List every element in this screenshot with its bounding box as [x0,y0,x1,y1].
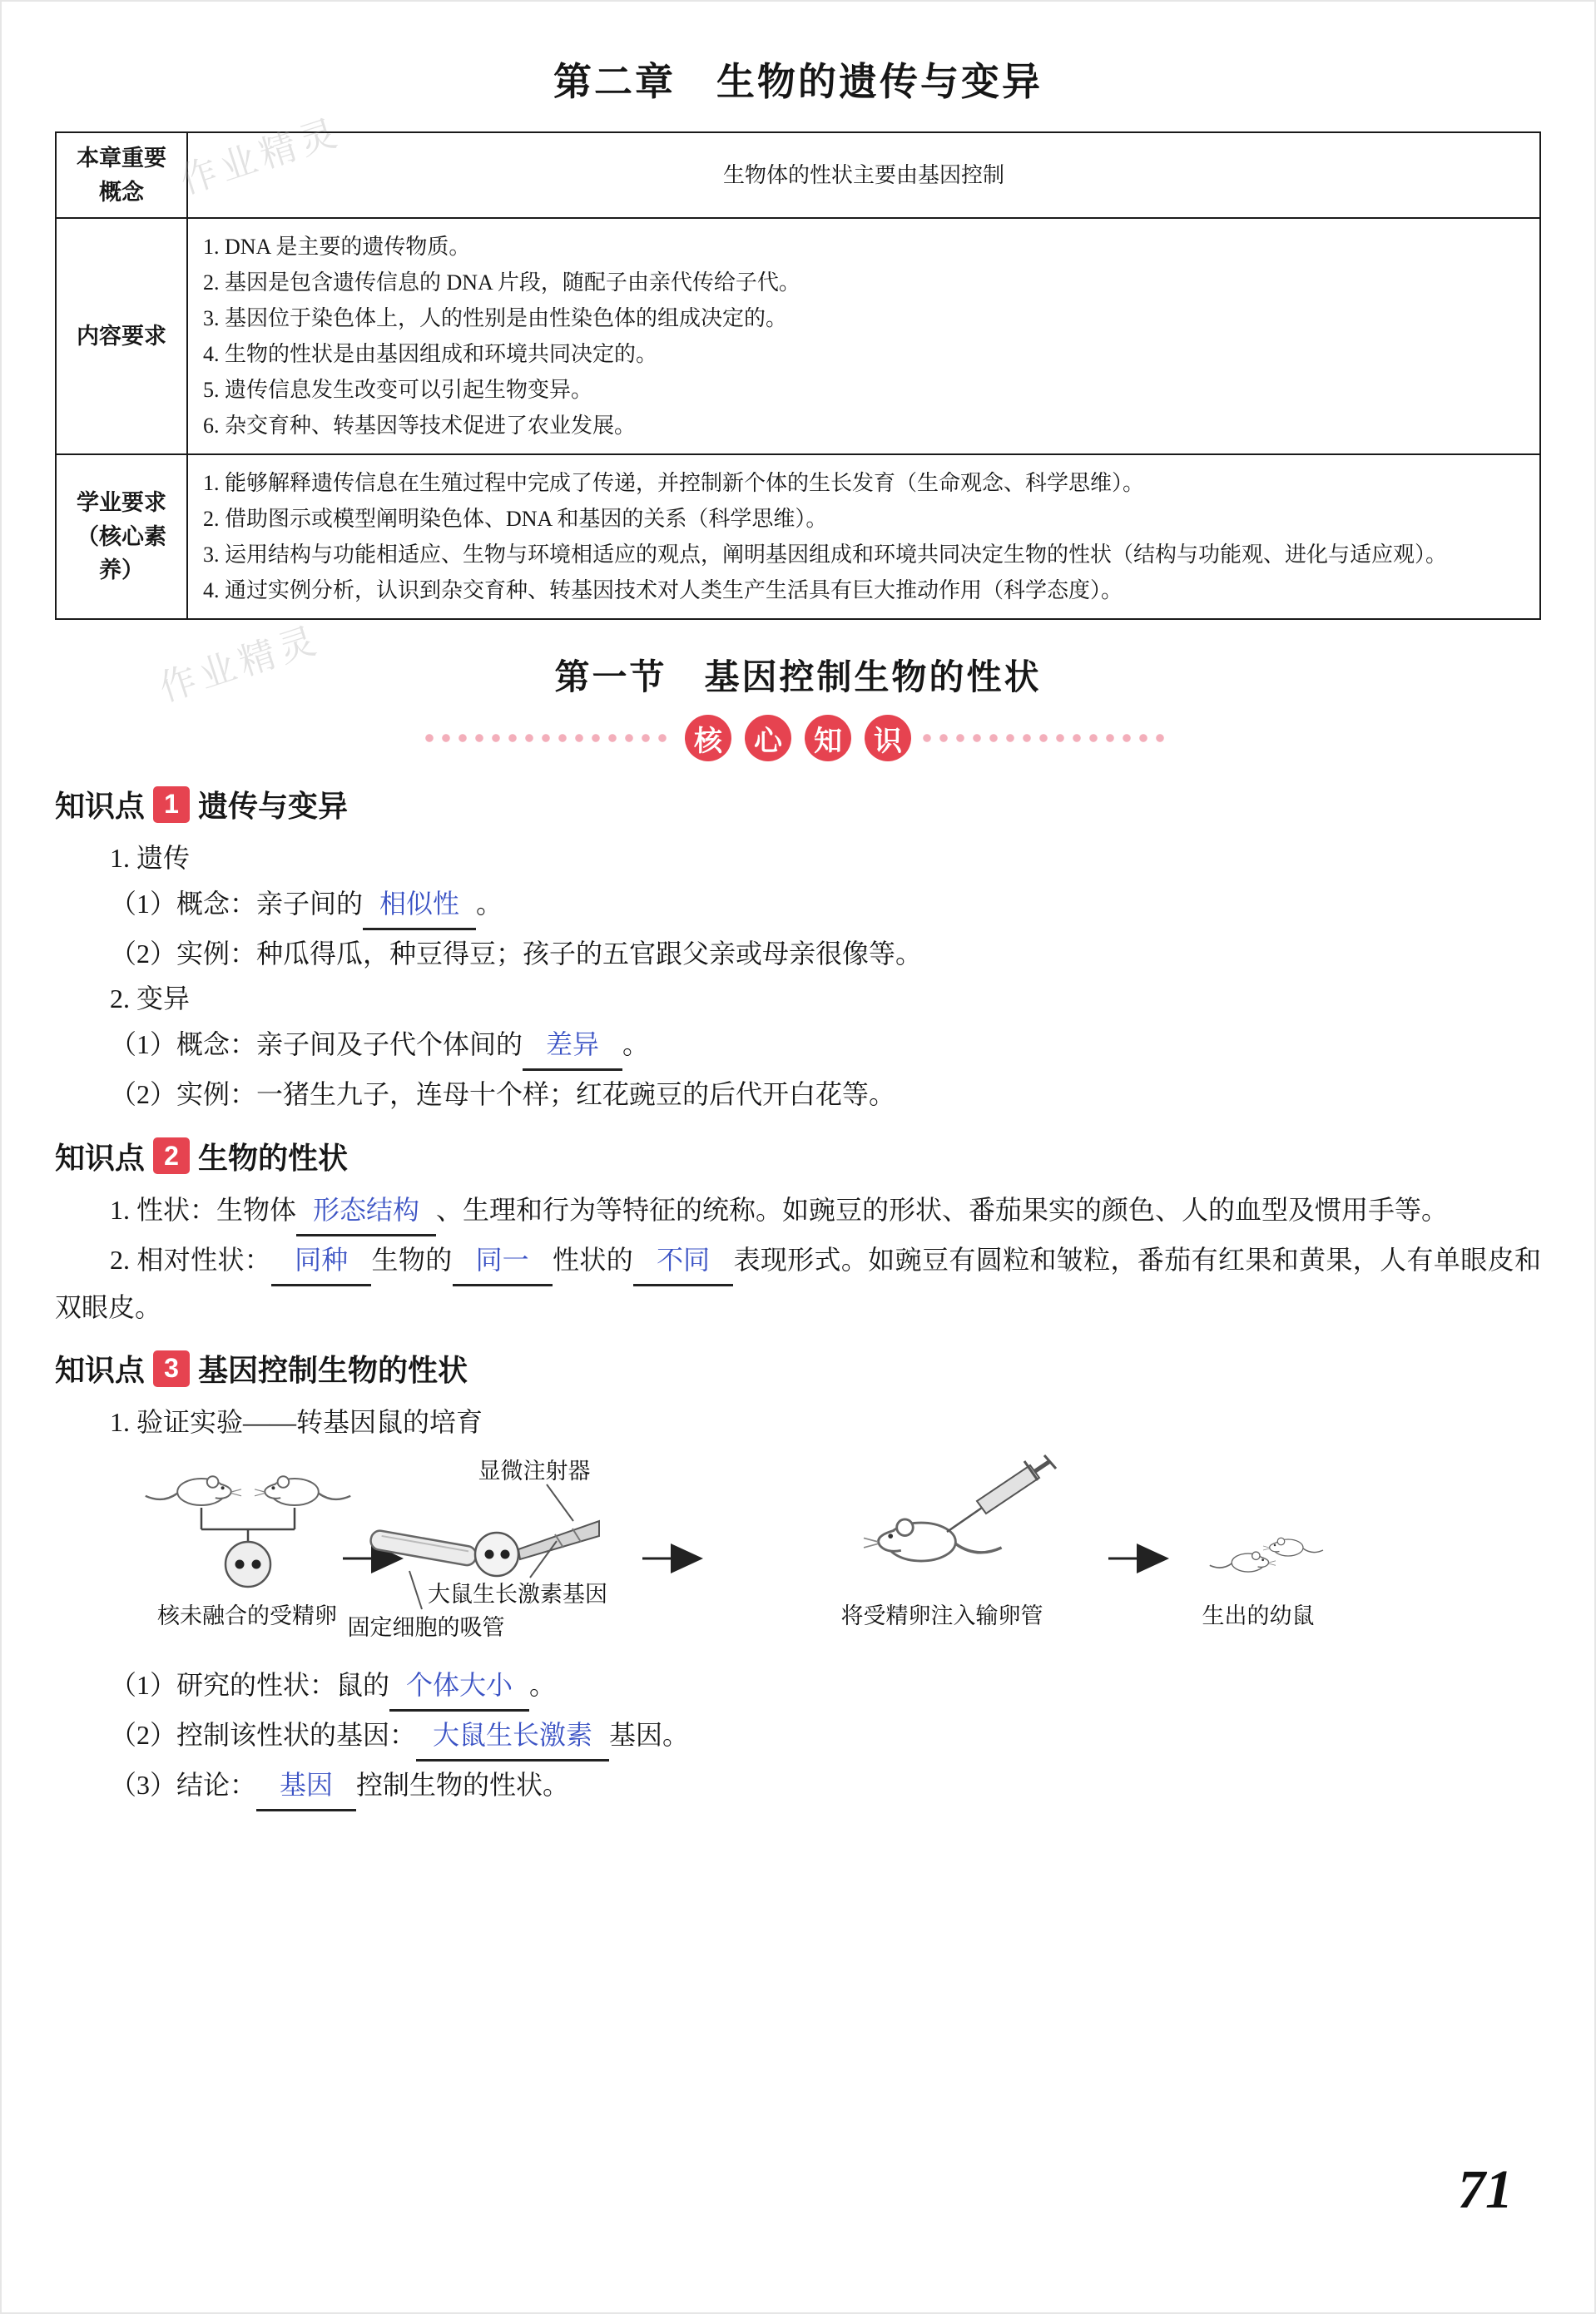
kp3-number-badge: 3 [153,1350,190,1387]
text-segment: 1. 性状：生物体 [110,1194,297,1225]
dotted-line-icon [424,733,674,743]
table-header-line: （核心素养） [77,523,166,583]
kp3-question-conclusion [55,1764,1541,1811]
text-segment: 。 [476,888,503,919]
kp1-heredity-heading: 1. 遗传 [110,843,191,873]
table-cell-line: 2. 借助图示或模型阐明染色体、DNA 和基因的关系（科学思维）。 [203,507,828,531]
table-cell-concepts: 生物体的性状主要由基因控制 [187,132,1540,218]
table-row-academic-requirements [56,454,1540,619]
table-cell-line: 5. 遗传信息发生改变可以引起生物变异。 [203,378,593,402]
section-title: 第一节 基因控制生物的性状 [554,657,1042,696]
table-header-concepts: 本章重要概念 [56,132,187,218]
table-header-content-requirements: 内容要求 [56,218,187,454]
table-cell-line: 1. DNA 是主要的遗传物质。 [203,235,471,259]
text-segment: 性状的 [552,1244,634,1275]
kp2-header [55,1135,1541,1177]
text-segment: 。 [622,1029,650,1060]
table-cell-line: 4. 通过实例分析，认识到杂交育种、转基因技术对人类生产生活具有巨大推动作用（科学态度）。 [203,578,1123,602]
egg-in-pipette-icon [475,1533,518,1576]
label-leader-line [547,1484,573,1521]
kp3-experiment-heading: 1. 验证实验——转基因鼠的培育 [110,1407,483,1438]
kp3-header [55,1347,1541,1390]
diagram-label-gene: 大鼠生长激素基因 [428,1582,607,1608]
diagram-label-inject: 将受精卵注入输卵管 [840,1603,1043,1629]
transgenic-mouse-diagram [77,1454,1508,1649]
blank-answer: 同一 [453,1239,553,1286]
text-segment: （1）研究的性状：鼠的 [110,1670,390,1701]
parent-mice-icon [146,1476,350,1541]
table-cell-content-requirements [187,218,1540,454]
blank-answer: 大鼠生长激素 [416,1714,609,1762]
kp-label: 知识点 [55,789,146,823]
kp1-title: 遗传与变异 [198,789,349,823]
text-segment: （1）概念：亲子间及子代个体间的 [110,1029,523,1060]
baby-mice-icon [1210,1539,1323,1573]
kp1-variation-concept-line [55,1023,1541,1071]
diagram-label-egg: 核未融合的受精卵 [157,1603,337,1629]
table-cell-line: 3. 基因位于染色体上，人的性别是由性染色体的组成决定的。 [203,306,788,330]
table-header-academic-requirements [56,454,187,619]
kp-label: 知识点 [55,1140,146,1175]
kp3-question-gene [55,1714,1541,1762]
diagram-label-pipette: 固定细胞的吸管 [347,1615,505,1641]
table-header-line: 学业要求 [77,490,166,516]
text-segment: 生物的 [371,1244,453,1275]
text-segment: （2）控制该性状的基因： [110,1720,417,1751]
blank-answer: 基因 [256,1764,356,1811]
kp1-header [55,783,1541,825]
kp2-trait-definition [55,1189,1541,1236]
text-segment: 控制生物的性状。 [356,1769,570,1800]
blank-answer: 同种 [271,1239,371,1286]
chapter-title: 第二章 生物的遗传与变异 [553,60,1043,103]
kp-label: 知识点 [55,1353,146,1388]
kp1-heredity-concept-line [55,883,1541,930]
core-knowledge-banner [55,715,1541,761]
table-cell-line: 2. 基因是包含遗传信息的 DNA 片段，随配子由亲代传给子代。 [203,270,800,295]
kp2-relative-trait-definition [55,1239,1541,1330]
core-char-circle: 心 [745,715,791,761]
microinjector-needle-icon [518,1521,599,1559]
kp2-number-badge: 2 [153,1137,190,1174]
blank-answer: 相似性 [363,883,476,930]
blank-answer: 差异 [523,1023,622,1071]
text-segment: 表现形式。如豌豆有圆粒和皱粒，番茄有红果和黄果，人有单眼皮和双眼皮。 [55,1244,1541,1322]
core-char-circle: 识 [865,715,911,761]
dotted-line-icon [922,733,1172,743]
kp1-variation-heading: 2. 变异 [110,984,191,1014]
blank-answer: 不同 [633,1239,733,1286]
fertilized-egg-icon [226,1542,270,1587]
summary-table [55,131,1541,620]
pipette-icon [369,1529,478,1567]
diagram-label-injector: 显微注射器 [478,1459,591,1484]
inject-mouse-icon [864,1519,1002,1561]
blank-answer: 形态结构 [296,1189,436,1236]
table-cell-line: 1. 能够解释遗传信息在生殖过程中完成了传递，并控制新个体的生长发育（生命观念、科学思维）。 [203,471,1145,495]
text-segment: （3）结论： [110,1769,257,1800]
watermark: 作业精灵 [154,619,326,710]
text-segment: （1）概念：亲子间的 [110,888,364,919]
diagram-label-baby: 生出的幼鼠 [1202,1603,1315,1629]
kp1-variation-example-line: （2）实例：一猪生九子，连母十个样；红花豌豆的后代开白花等。 [110,1079,896,1110]
table-cell-line: 3. 运用结构与功能相适应、生物与环境相适应的观点，阐明基因组成和环境共同决定生物的性状（结构与功能观、进化与适应观）。 [203,543,1448,567]
text-segment: 2. 相对性状： [110,1244,272,1275]
text-segment: 。 [529,1670,557,1701]
kp1-number-badge: 1 [153,786,190,823]
kp3-title: 基因控制生物的性状 [198,1353,468,1388]
core-char-circle: 知 [805,715,851,761]
kp3-question-trait [55,1664,1541,1712]
blank-answer: 个体大小 [389,1664,529,1712]
kp2-title: 生物的性状 [198,1140,349,1175]
core-char-circle: 核 [685,715,731,761]
kp1-heredity-example-line: （2）实例：种瓜得瓜，种豆得豆；孩子的五官跟父亲或母亲很像等。 [110,938,923,969]
text-segment: 、生理和行为等特征的统称。如豌豆的形状、番茄果实的颜色、人的血型及惯用手等。 [436,1194,1449,1225]
text-segment: 基因。 [609,1720,690,1751]
syringe-icon [947,1455,1056,1532]
table-cell-line: 4. 生物的性状是由基因组成和环境共同决定的。 [203,342,658,366]
table-row-content-requirements [56,218,1540,454]
table-row-concepts [56,132,1540,218]
page-number: 71 [1458,2159,1513,2220]
table-cell-line: 6. 杂交育种、转基因等技术促进了农业发展。 [203,414,637,438]
watermark: 作业精灵 [175,111,347,202]
table-cell-academic-requirements [187,454,1540,619]
